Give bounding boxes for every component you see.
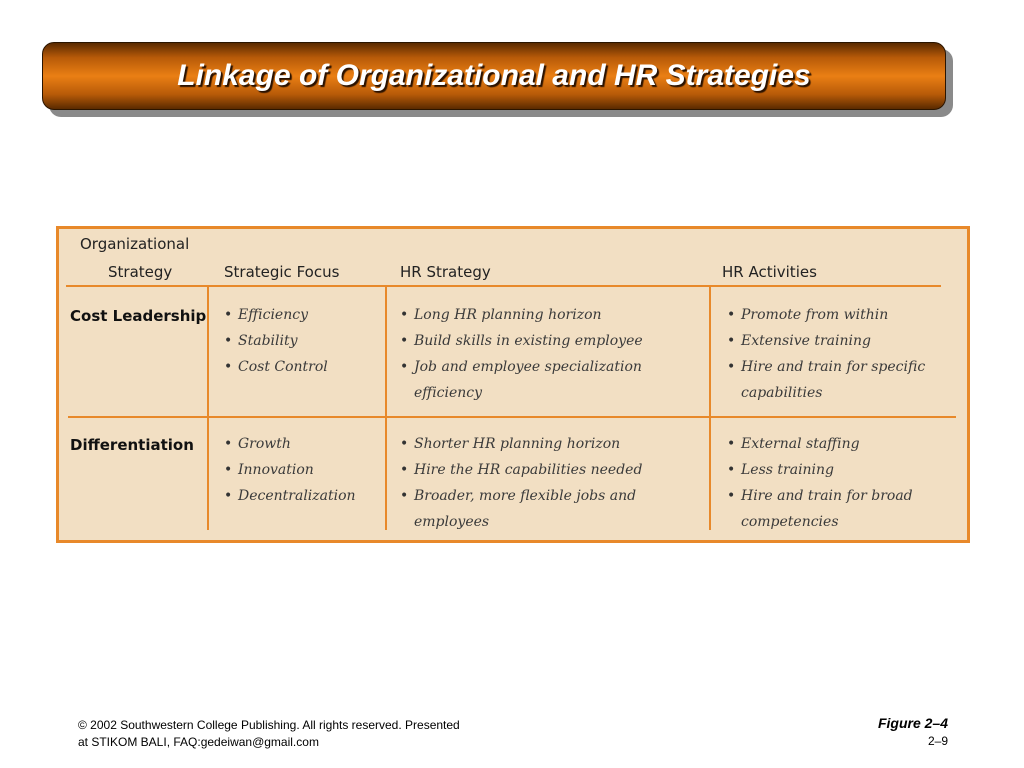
slide-title: Linkage of Organizational and HR Strategies: [177, 59, 811, 92]
title-bar: [42, 42, 946, 110]
list-item: [400, 354, 664, 406]
list-item: • Build skills in existing employee: [400, 328, 664, 354]
differentiation-strategic-focus: [224, 431, 356, 509]
copyright-line-2: at STIKOM BALI, FAQ:gedeiwan@gmail.com: [78, 735, 319, 749]
cost-leadership-strategic-focus: [224, 302, 328, 380]
list-item: • Less training: [727, 457, 941, 483]
list-item-text: Hire and train for specific capabilities: [741, 359, 926, 401]
list-item-text: Hire and train for broad competencies: [741, 488, 913, 530]
list-item: • Innovation: [224, 457, 356, 483]
differentiation-hr-activities: [727, 431, 941, 535]
header-strategic-focus: Strategic Focus: [224, 263, 340, 281]
list-item: • Efficiency: [224, 302, 328, 328]
header-hr-strategy: HR Strategy: [400, 263, 491, 281]
row-label-differentiation: Differentiation: [70, 436, 194, 454]
list-item: • Hire the HR capabilities needed: [400, 457, 664, 483]
list-item-text: Job and employee specialization efficiency: [414, 359, 642, 401]
list-item: • Decentralization: [224, 483, 356, 509]
list-item: • Stability: [224, 328, 328, 354]
column-divider: [385, 286, 387, 530]
list-item: [400, 483, 664, 535]
cost-leadership-hr-activities: [727, 302, 941, 406]
list-item: • Long HR planning horizon: [400, 302, 664, 328]
row-label-cost-leadership: Cost Leadership: [70, 307, 207, 325]
list-item: • Shorter HR planning horizon: [400, 431, 664, 457]
header-org-strategy-line2: Strategy: [108, 263, 173, 281]
page-number: 2–9: [927, 734, 948, 748]
strategy-table: [56, 226, 970, 543]
column-divider: [207, 286, 209, 530]
column-divider: [709, 286, 711, 530]
cost-leadership-hr-strategy: [400, 302, 664, 406]
header-divider: [66, 285, 941, 287]
header-hr-activities: HR Activities: [722, 263, 817, 281]
list-item: • Growth: [224, 431, 356, 457]
figure-label: Figure 2–4: [877, 715, 948, 731]
list-item: [727, 354, 941, 406]
list-item: • Extensive training: [727, 328, 941, 354]
copyright-line-1: © 2002 Southwestern College Publishing. All rights reserved. Presented: [78, 718, 460, 732]
list-item: • Cost Control: [224, 354, 328, 380]
row-divider: [68, 416, 956, 418]
list-item: • Promote from within: [727, 302, 941, 328]
header-org-strategy-line1: Organizational: [80, 235, 190, 253]
list-item-text: Broader, more flexible jobs and employees: [414, 488, 637, 530]
differentiation-hr-strategy: [400, 431, 664, 535]
copyright-notice: [78, 717, 460, 751]
list-item: [727, 483, 941, 535]
list-item: • External staffing: [727, 431, 941, 457]
